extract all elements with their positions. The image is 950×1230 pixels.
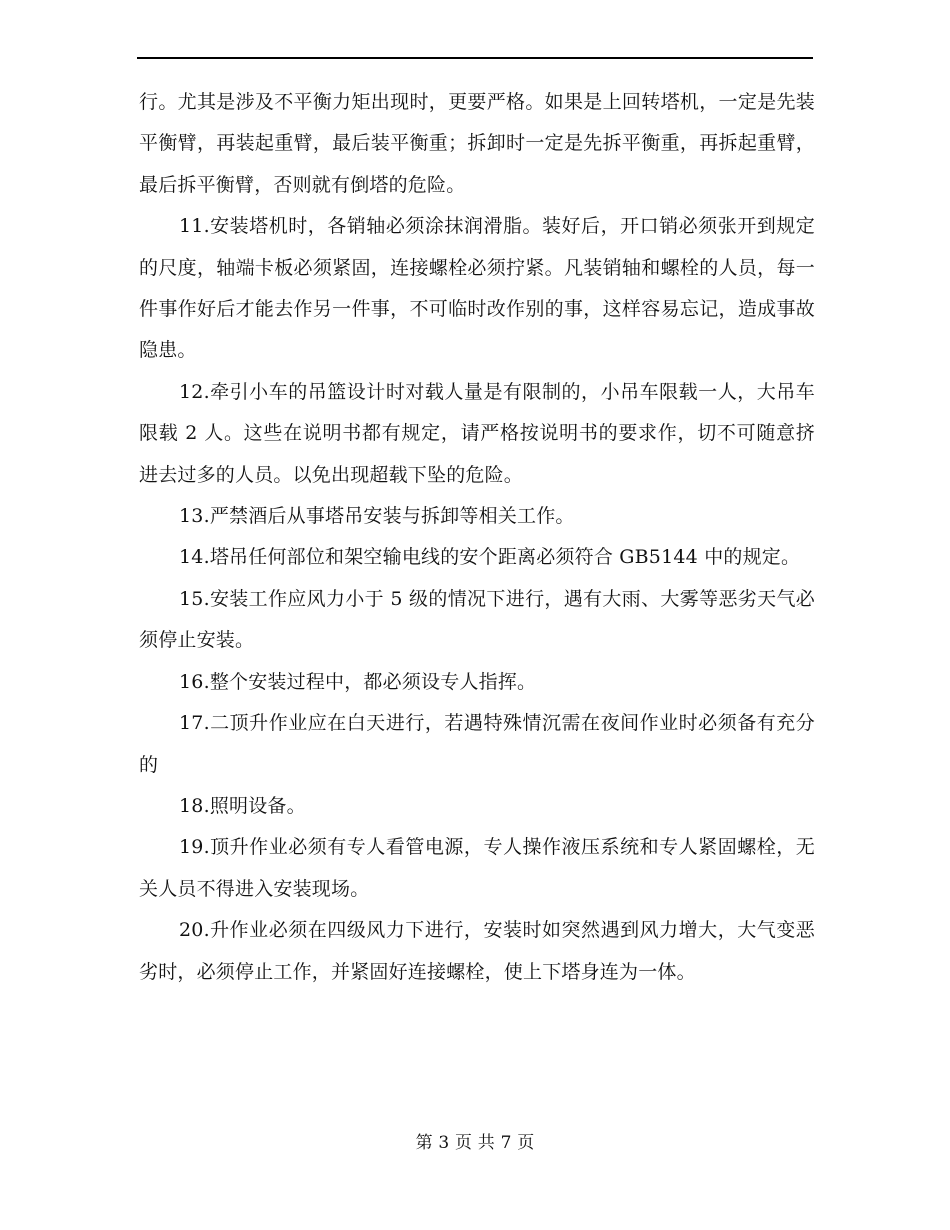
paragraph-item-19: 19.顶升作业必须有专人看管电源，专人操作液压系统和专人紧固螺栓，无关人员不得进入安装现场。 — [139, 836, 815, 900]
paragraph-item-13: 13.严禁酒后从事塔吊安装与拆卸等相关工作。 — [179, 505, 575, 528]
document-body — [139, 82, 815, 993]
paragraph-continuation: 行。尤其是涉及不平衡力矩出现时，更要严格。如果是上回转塔机，一定是先装平衡臂，再装起重臂，最后装平衡重；拆卸时一定是先拆平衡重，再拆起重臂，最后拆平衡臂，否则就有倒塔的危险。 — [139, 91, 815, 196]
paragraph-item-17: 17.二顶升作业应在白天进行，若遇特殊情沉需在夜间作业时必须备有充分的 — [139, 712, 815, 776]
paragraph-item-12: 12.牵引小车的吊篮设计时对载人量是有限制的，小吊车限载一人，大吊车限载 2 人。这些在说明书都有规定，请严格按说明书的要求作，切不可随意挤进去过多的人员。以免出现超载下坠的危险。 — [139, 380, 815, 486]
paragraph-item-11: 11.安装塔机时，各销轴必须涂抹润滑脂。装好后，开口销必须张开到规定的尺度，轴端卡板必须紧固，连接螺栓必须拧紧。凡装销轴和螺栓的人员，每一件事作好后才能去作另一件事，不可临时改作别的事，这样容易忘记，造成事故隐患。 — [139, 215, 815, 362]
paragraph-item-16: 16.整个安装过程中，都必须设专人指挥。 — [179, 670, 537, 693]
page-number-footer: 第 3 页 共 7 页 — [415, 1133, 535, 1153]
paragraph-item-20: 20.升作业必须在四级风力下进行，安装时如突然遇到风力增大，大气变恶劣时，必须停止工作，并紧固好连接螺栓，使上下塔身连为一体。 — [139, 919, 815, 983]
header-rule — [137, 57, 813, 59]
paragraph-item-18: 18.照明设备。 — [179, 794, 306, 817]
paragraph-item-15: 15.安装工作应风力小于 5 级的情况下进行，遇有大雨、大雾等恶劣天气必须停止安装。 — [139, 587, 815, 652]
paragraph-item-14: 14.塔吊任何部位和架空输电线的安个距离必须符合 GB5144 中的规定。 — [179, 546, 801, 569]
